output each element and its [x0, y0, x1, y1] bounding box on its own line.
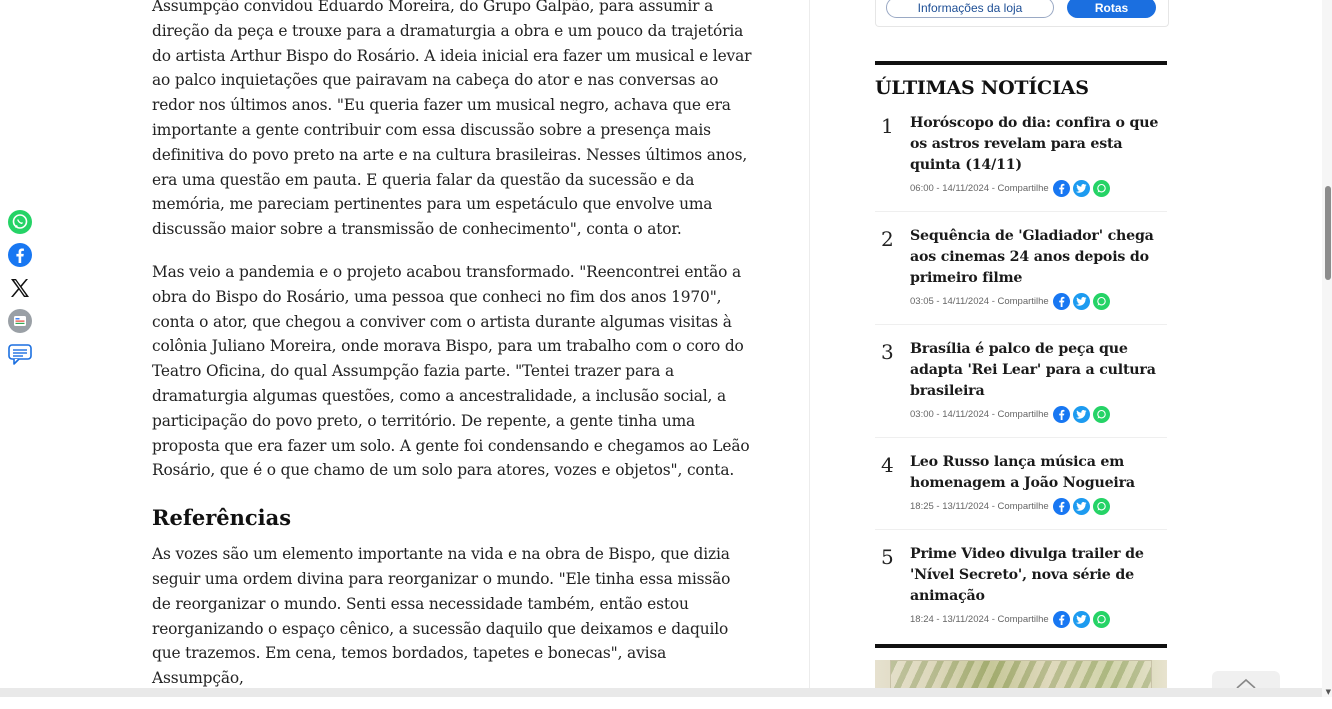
- scroll-down-arrow-icon[interactable]: ▼: [1325, 688, 1331, 696]
- news-item: [875, 337, 1167, 438]
- twitter-icon[interactable]: [1073, 180, 1090, 197]
- news-title-link[interactable]: Sequência de 'Gladiador' chega aos cinemas 24 anos depois do primeiro filme: [910, 228, 1154, 286]
- news-title-link[interactable]: Prime Video divulga trailer de 'Nível Secreto', nova série de animação: [910, 546, 1144, 604]
- twitter-icon[interactable]: [1073, 406, 1090, 423]
- article-subheading: Referências: [152, 505, 292, 531]
- horizontal-scrollbar[interactable]: [0, 688, 1322, 697]
- news-meta: 06:00 - 14/11/2024 - Compartilhe: [910, 183, 1049, 194]
- facebook-icon[interactable]: [1053, 498, 1070, 515]
- facebook-icon[interactable]: [1053, 611, 1070, 628]
- news-rank: 1: [881, 114, 894, 138]
- article-paragraph: Assumpção convidou Eduardo Moreira, do Grupo Galpão, para assumir a direção da peça e trouxe para a dramaturgia a obra e um pouco da trajetória do artista Arthur Bispo do Rosário. A ideia inicial era fazer um musical e levar ao palco inquietações que pairavam na cabeça do ator e nas conversas ao redor nos últimos anos. "Eu queria fazer um musical negro, achava que era importante a gente contribuir com essa discussão sobre a presença mais definitiva do povo preto na arte e na cultura brasileiras. Nesses últimos anos, era uma questão em pauta. E queria falar da questão da sucessão e da memória, me pareciam pertinentes para um espetáculo que envolve uma discussão maior sobre a transmissão de conhecimento", conta o ator.: [152, 0, 752, 239]
- news-item: [875, 542, 1167, 642]
- news-meta: 18:25 - 13/11/2024 - Compartilhe: [910, 501, 1049, 512]
- news-title-link[interactable]: Brasília é palco de peça que adapta 'Rei Lear' para a cultura brasileira: [910, 341, 1156, 399]
- news-rank: 3: [881, 340, 894, 364]
- whatsapp-icon[interactable]: [1093, 611, 1110, 628]
- twitter-icon[interactable]: [1073, 293, 1090, 310]
- store-info-button[interactable]: Informações da loja: [886, 0, 1054, 18]
- vertical-scrollbar[interactable]: [1322, 0, 1332, 697]
- comments-button[interactable]: [6, 340, 34, 368]
- news-rank: 5: [881, 545, 894, 569]
- whatsapp-icon: [7, 209, 33, 235]
- news-meta: 03:05 - 14/11/2024 - Compartilhe: [910, 296, 1049, 307]
- news-rank: 2: [881, 227, 894, 251]
- x-share-button[interactable]: [6, 274, 34, 302]
- article-paragraph: Mas veio a pandemia e o projeto acabou transformado. "Reencontrei então a obra do Bispo do Rosário, uma pessoa que conheci no fim dos anos 1970", conta o ator, que chegou a conviver com o artista durante algumas visitas à colônia Juliano Moreira, onde morava Bispo, para um trabalho com o coro do Teatro Oficina, do qual Assumpção fazia parte. "Tentei trazer para a dramaturgia algumas questões, como a ancestralidade, a inclusão social, a participação do povo preto, o território. De repente, a gente tinha uma proposta que era fazer um solo. A gente foi condensando e chegamos ao Leão Rosário, que é o que chamo de um solo para atores, vozes e objetos", conta.: [152, 262, 750, 480]
- google-news-icon: [7, 308, 33, 334]
- news-item: [875, 111, 1167, 212]
- article-body: [152, 0, 752, 709]
- facebook-icon[interactable]: [1053, 406, 1070, 423]
- latest-news-heading: ÚLTIMAS NOTÍCIAS: [875, 77, 1089, 99]
- google-news-share-button[interactable]: [6, 307, 34, 335]
- whatsapp-icon[interactable]: [1093, 406, 1110, 423]
- news-item: [875, 450, 1167, 530]
- section-rule: [875, 644, 1167, 648]
- x-icon: [8, 276, 32, 300]
- news-title-link[interactable]: Leo Russo lança música em homenagem a João Nogueira: [910, 454, 1135, 491]
- facebook-icon[interactable]: [1053, 293, 1070, 310]
- comments-icon: [7, 342, 33, 366]
- routes-button[interactable]: Rotas: [1067, 0, 1156, 18]
- section-rule: [875, 61, 1167, 65]
- sidebar-divider: [809, 0, 810, 697]
- whatsapp-share-button[interactable]: [6, 208, 34, 236]
- twitter-icon[interactable]: [1073, 498, 1090, 515]
- news-meta: 18:24 - 13/11/2024 - Compartilhe: [910, 614, 1049, 625]
- whatsapp-icon[interactable]: [1093, 180, 1110, 197]
- twitter-icon[interactable]: [1073, 611, 1090, 628]
- article-paragraph: As vozes são um elemento importante na vida e na obra de Bispo, que dizia seguir uma ordem divina para reorganizar o mundo. "Ele tinha essa missão de reorganizar o mundo. Senti essa necessidade também, então estou reorganizando o espaço cênico, a sucessão daquilo que deixamos e daquilo que trazemos. Em cena, temos bordados, tapetes e bonecas", avisa Assumpção,: [152, 545, 731, 688]
- whatsapp-icon[interactable]: [1093, 293, 1110, 310]
- facebook-share-button[interactable]: [6, 241, 34, 269]
- latest-news: [875, 61, 1167, 654]
- news-item: [875, 224, 1167, 325]
- facebook-icon: [7, 242, 33, 268]
- share-rail: [6, 208, 34, 373]
- news-meta: 03:00 - 14/11/2024 - Compartilhe: [910, 409, 1049, 420]
- facebook-icon[interactable]: [1053, 180, 1070, 197]
- news-title-link[interactable]: Horóscopo do dia: confira o que os astros revelam para esta quinta (14/11): [910, 115, 1159, 173]
- whatsapp-icon[interactable]: [1093, 498, 1110, 515]
- news-rank: 4: [881, 453, 894, 477]
- scrollbar-thumb[interactable]: [1325, 186, 1331, 280]
